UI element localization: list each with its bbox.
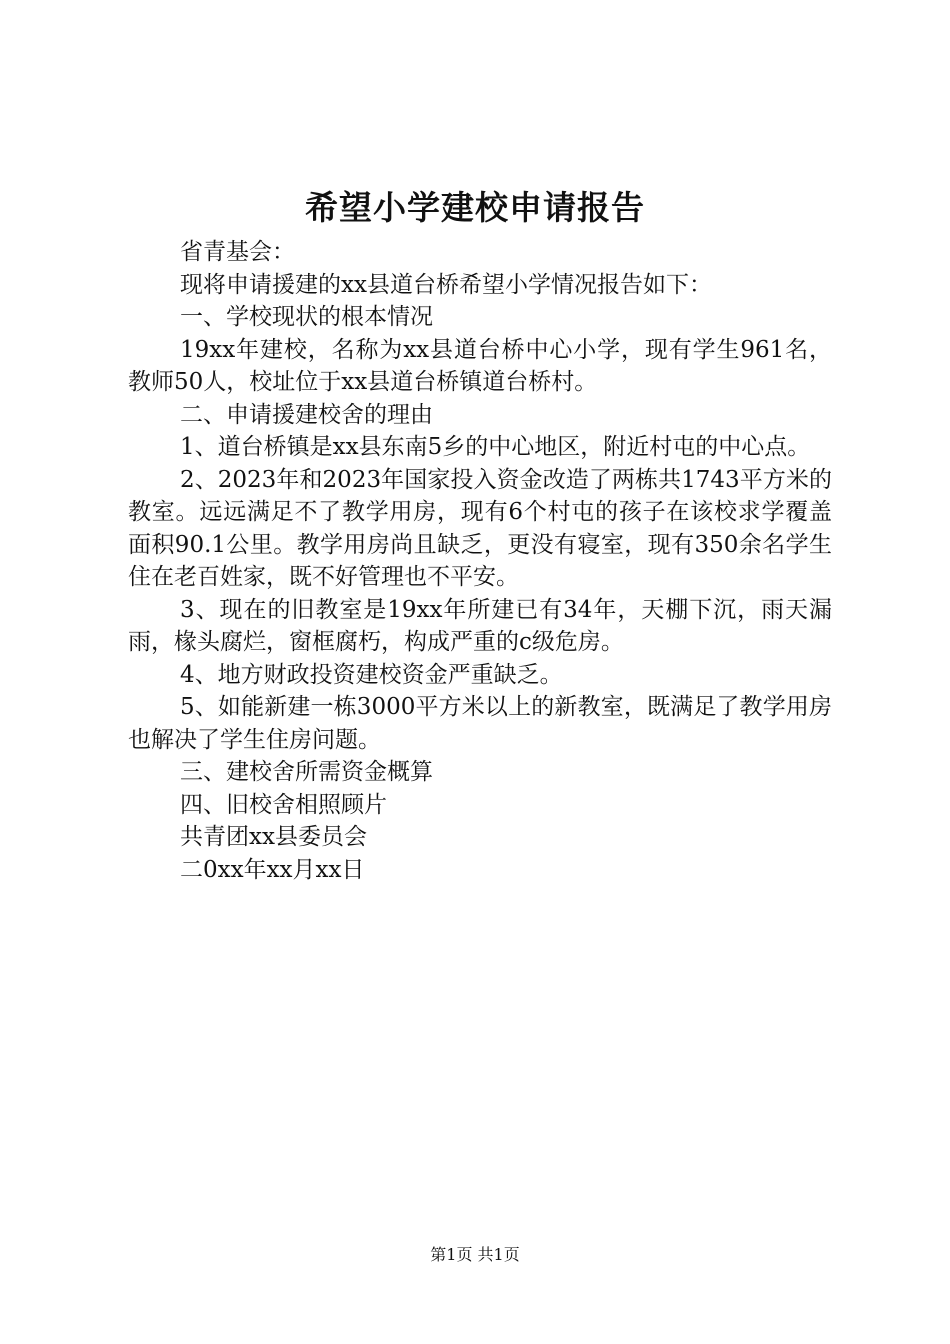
reason-item-2: 2、2023年和2023年国家投入资金改造了两栋共1743平方米的教室。远远满足不了教学用房，现有6个村屯的孩子在该校求学覆盖面积90.1公里。教学用房尚且缺乏，更没有寝室，现有350余名学生住在老百姓家，既不好管理也不平安。 (128, 466, 832, 590)
salutation: 省青基会： (180, 239, 295, 265)
section-heading-3: 三、建校舍所需资金概算 (180, 759, 433, 785)
reason-item-1: 1、道台桥镇是xx县东南5乡的中心地区，附近村屯的中心点。 (180, 434, 811, 460)
school-status-paragraph: 19xx年建校，名称为xx县道台桥中心小学，现有学生961名，教师50人，校址位于xx县道台桥镇道台桥村。 (128, 336, 832, 395)
reason-item-5: 5、如能新建一栋3000平方米以上的新教室，既满足了教学用房也解决了学生住房问题。 (128, 694, 832, 753)
signature-date: 二0xx年xx月xx日 (180, 856, 365, 883)
section-heading-2: 二、申请援建校舍的理由 (180, 401, 433, 428)
page-number-footer: 第1页 共1页 (430, 1245, 520, 1264)
signature-organization: 共青团xx县委员会 (180, 824, 367, 850)
reason-item-3: 3、现在的旧教室是19xx年所建已有34年，天棚下沉，雨天漏雨，椽头腐烂，窗框腐朽，构成严重的c级危房。 (128, 596, 832, 655)
reason-item-4: 4、地方财政投资建校资金严重缺乏。 (180, 661, 563, 688)
document-body (128, 236, 832, 886)
section-heading-1: 一、学校现状的根本情况 (180, 304, 433, 330)
intro-paragraph: 现将申请援建的xx县道台桥希望小学情况报告如下： (180, 271, 712, 298)
document-title: 希望小学建校申请报告 (305, 188, 645, 227)
section-heading-4: 四、旧校舍相照顾片 (180, 791, 387, 818)
